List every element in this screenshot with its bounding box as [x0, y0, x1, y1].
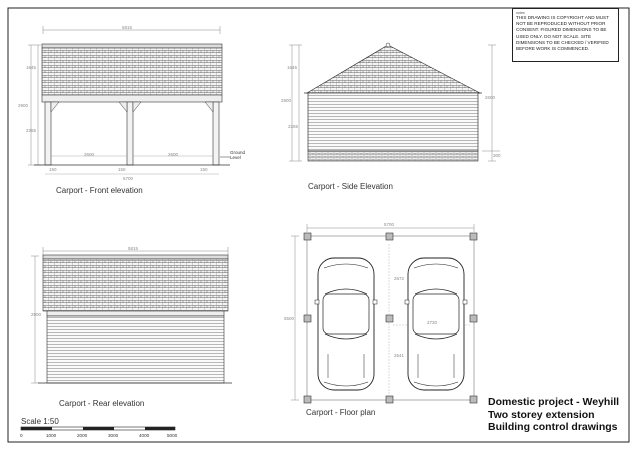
- rear-elevation-title: Carport - Rear elevation: [59, 399, 145, 408]
- front-dim-roof: 1645: [26, 65, 37, 70]
- floor-plan-title: Carport - Floor plan: [306, 408, 376, 417]
- side-elevation: [289, 43, 500, 161]
- plan-dim-lower-span: 2641: [394, 353, 405, 358]
- front-dim-total-height: 2900: [18, 103, 29, 108]
- front-dim-post: 2255: [26, 128, 37, 133]
- floor-plan: [291, 224, 477, 403]
- scale-bar: [21, 427, 175, 430]
- front-dim-base: 5700: [123, 176, 134, 181]
- copyright-notes: [512, 8, 619, 62]
- front-dim-bay-right: 2600: [168, 152, 179, 157]
- front-dim-post-mid: 150: [118, 167, 126, 172]
- ground-level-label: Ground Level: [230, 150, 246, 160]
- scale-tick-1000: 1000: [46, 433, 57, 438]
- scale-tick-3000: 3000: [108, 433, 119, 438]
- side-dim-wall: 2255: [288, 124, 299, 129]
- front-elevation-title: Carport - Front elevation: [56, 186, 143, 195]
- project-title-line2: Two storey extension: [488, 408, 595, 421]
- rear-dim-overall-width: 5815: [128, 246, 139, 251]
- rear-elevation: [31, 247, 232, 383]
- side-dim-base-step: 300: [493, 153, 501, 158]
- project-title-block: [488, 396, 619, 434]
- scale-tick-0: 0: [20, 433, 23, 438]
- notes-text: THIS DRAWING IS COPYRIGHT AND MUST NOT BE REPRODUCED WITHOUT PRIOR CONSENT. FIGURED DIMENSIONS TO BE USED ONLY. DO NOT SCALE. SITE DIMENSIONS TO BE CHECKED / VERIFIED BEFORE WORK IS COMMENCED.: [516, 15, 609, 52]
- scale-tick-2000: 2000: [77, 433, 88, 438]
- project-title-line3: Building control drawings: [488, 421, 618, 433]
- car-left: [315, 258, 377, 390]
- scale-label: Scale 1:50: [21, 417, 59, 426]
- plan-dim-cross-span: 2730: [427, 320, 438, 325]
- scale-tick-4000: 4000: [139, 433, 150, 438]
- plan-dim-width: 5700: [384, 222, 395, 227]
- side-dim-total-height: 2900: [281, 98, 292, 103]
- side-dim-roof: 1645: [287, 65, 298, 70]
- notes-heading: notes: [516, 11, 525, 15]
- side-elevation-title: Carport - Side Elevation: [308, 182, 393, 191]
- front-dim-bay-left: 2600: [84, 152, 95, 157]
- front-dim-post-right: 150: [200, 167, 208, 172]
- front-dim-post-left: 150: [49, 167, 57, 172]
- plan-dim-upper-span: 2672: [394, 276, 405, 281]
- project-title-line1: Domestic project - Weyhill: [488, 396, 620, 408]
- plan-dim-depth: 5500: [284, 316, 295, 321]
- rear-dim-total-height: 2900: [31, 312, 42, 317]
- scale-tick-5000: 5000: [167, 433, 178, 438]
- side-dim-right-height: 2600: [485, 95, 496, 100]
- front-elevation: [28, 26, 230, 174]
- front-dim-overall-width: 5815: [122, 25, 133, 30]
